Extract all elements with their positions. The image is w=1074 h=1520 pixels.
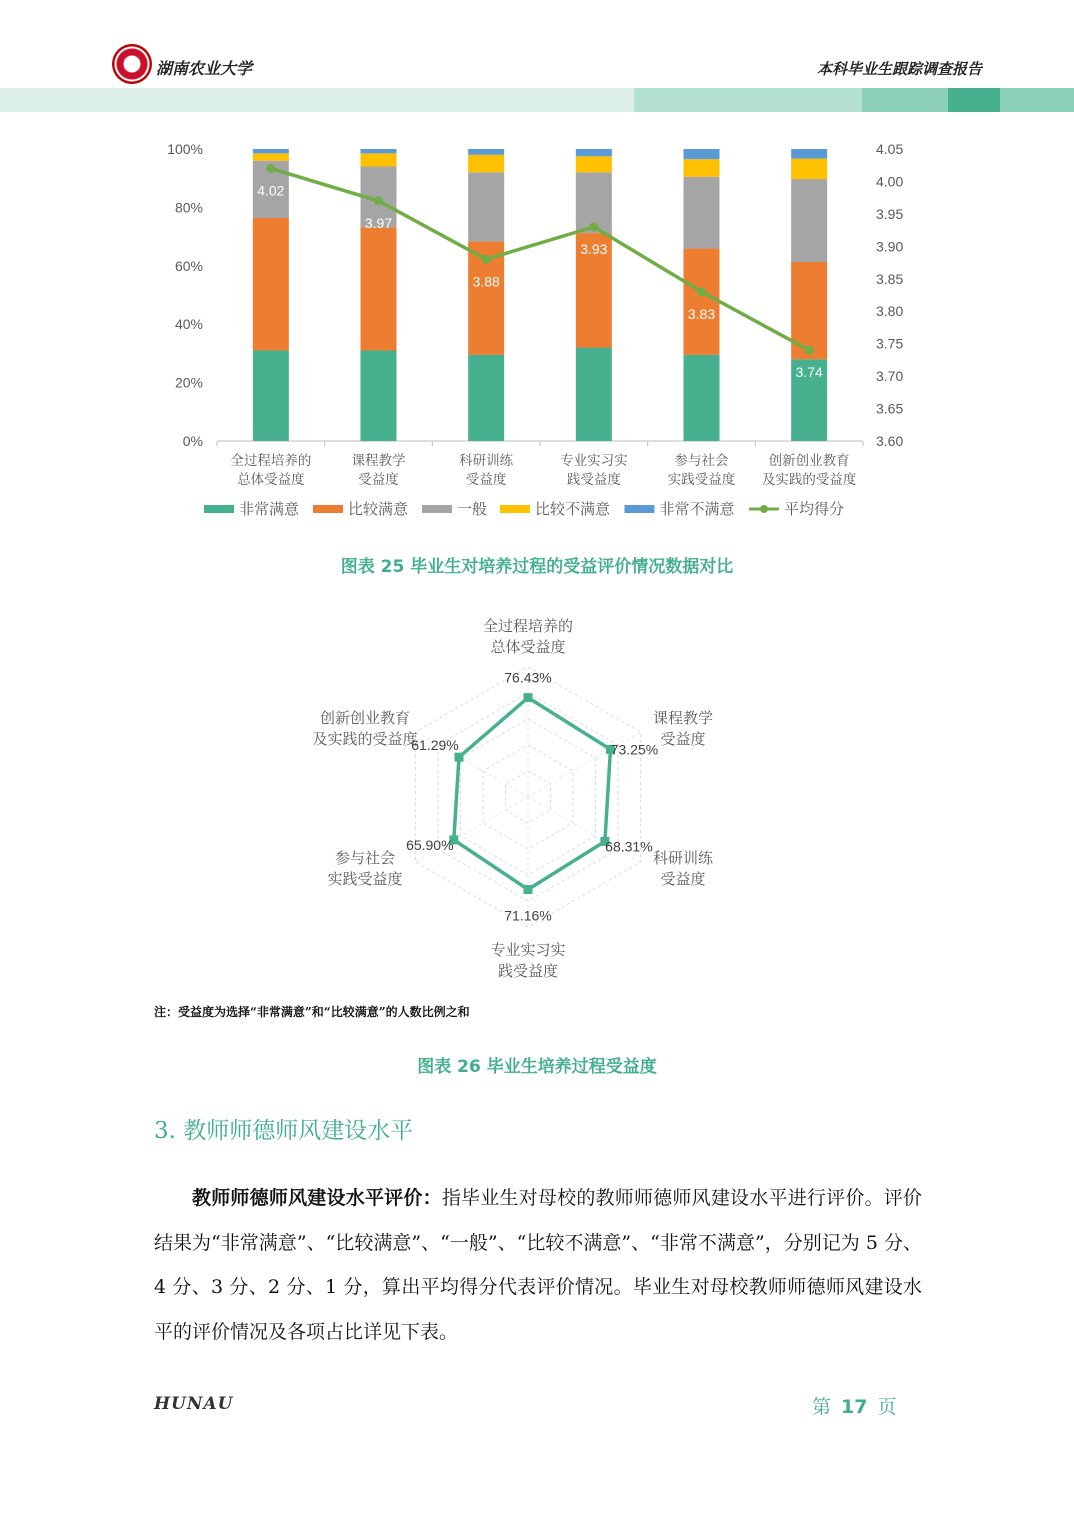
chart-caption-26: 图表 26 毕业生培养过程受益度 <box>417 1057 657 1077</box>
bar-segment <box>253 218 289 351</box>
y-tick-label: 60% <box>174 257 203 274</box>
radar-category-label: 受益度 <box>660 730 706 748</box>
radar-category-label: 课程教学 <box>652 709 714 727</box>
bar-segment <box>576 149 612 156</box>
y2-tick-label: 4.00 <box>876 173 904 190</box>
school-name: 湖南农业大学 <box>156 59 253 78</box>
page-suffix: 页 <box>877 1396 897 1418</box>
x-tick-label: 创新创业教育 <box>768 453 850 469</box>
x-tick-label: 总体受益度 <box>237 472 305 488</box>
chart-caption-25: 图表 25 毕业生对培养过程的受益评价情况数据对比 <box>340 557 734 577</box>
bar-segment <box>684 249 720 355</box>
bar-segment <box>791 179 827 262</box>
bar-segment <box>684 149 720 159</box>
x-tick-label: 全过程培养的 <box>230 453 312 469</box>
radar-category-label: 实践受益度 <box>327 870 403 888</box>
bar-segment <box>684 177 720 249</box>
paragraph-lead: 教师师德师风建设水平评价： <box>192 1187 442 1209</box>
bar-segment <box>361 153 397 166</box>
chart-note: 注：受益度为选择“非常满意”和“比较满意”的人数比例之和 <box>154 1005 470 1019</box>
university-seal-icon <box>112 44 152 84</box>
bar-segment <box>253 153 289 160</box>
average-score-label: 3.97 <box>364 214 393 231</box>
stacked-bar-chart <box>140 130 940 530</box>
radar-value-label: 73.25% <box>610 741 659 758</box>
bar-segment <box>468 355 504 441</box>
y-tick-label: 40% <box>174 316 203 333</box>
average-score-line <box>271 168 809 350</box>
legend-label: 非常不满意 <box>659 500 735 518</box>
legend-label: 平均得分 <box>784 500 845 518</box>
y2-tick-label: 3.60 <box>876 433 904 449</box>
y2-tick-label: 3.95 <box>876 205 904 222</box>
radar-category-label: 参与社会 <box>334 849 396 867</box>
legend-label: 比较满意 <box>348 500 409 518</box>
page-number-value: 17 <box>841 1396 868 1418</box>
bar-segment <box>361 149 397 153</box>
legend-swatch <box>422 505 452 513</box>
bar-segment <box>576 156 612 172</box>
x-tick-label: 受益度 <box>358 472 399 488</box>
header-band-light <box>0 88 634 112</box>
x-tick-label: 实践受益度 <box>667 472 736 488</box>
y2-tick-label: 3.70 <box>876 368 904 385</box>
x-tick-label: 科研训练 <box>459 453 514 469</box>
radar-category-label: 总体受益度 <box>490 638 566 656</box>
radar-value-label: 71.16% <box>504 907 552 924</box>
radar-category-label: 践受益度 <box>497 962 559 980</box>
average-score-point <box>805 346 814 355</box>
legend-swatch <box>313 505 343 513</box>
radar-value-label: 65.90% <box>406 836 454 853</box>
radar-value-label: 61.29% <box>411 737 459 754</box>
radar-value-label: 68.31% <box>605 838 653 855</box>
average-score-label: 3.74 <box>795 364 823 381</box>
bar-segment <box>684 355 720 441</box>
y2-tick-label: 3.65 <box>876 400 904 417</box>
x-tick-label: 及实践的受益度 <box>761 472 857 488</box>
radar-point <box>524 885 533 894</box>
header-band-end <box>1000 88 1074 112</box>
section-paragraph <box>154 1176 922 1354</box>
average-score-label: 3.93 <box>580 240 608 257</box>
bar-segment <box>791 159 827 179</box>
average-score-point <box>266 164 275 173</box>
paragraph-body: 指毕业生对母校的教师师德师风建设水平进行评价。评价结果为“非常满意”、“比较满意”、“一般”、“比较不满意”、“非常不满意”，分别记为 5 分、4 分、3 分、2 分、1 分，算出平均得分代表评价情况。毕业生对母校教师师德师风建设水平的评价情况及各项占比详见下表。 <box>154 1187 922 1343</box>
page-number <box>812 1392 896 1419</box>
average-score-point <box>697 287 706 296</box>
bar-segment <box>468 149 504 155</box>
x-tick-label: 课程教学 <box>351 453 406 469</box>
radar-value-label: 76.43% <box>504 669 552 686</box>
legend-label: 一般 <box>457 500 488 518</box>
radar-category-label: 专业实习实 <box>490 941 566 959</box>
section-title: 3. 教师师德师风建设水平 <box>154 1118 414 1144</box>
legend-swatch <box>625 505 655 513</box>
page-prefix: 第 <box>812 1396 832 1418</box>
header-band-mid <box>634 88 862 112</box>
radar-category-label: 全过程培养的 <box>482 617 574 635</box>
average-score-label: 3.88 <box>472 273 500 290</box>
average-score-point <box>482 255 491 264</box>
bar-segment <box>253 350 289 441</box>
bar-segment <box>253 149 289 153</box>
average-score-label: 3.83 <box>687 305 716 322</box>
y2-tick-label: 3.75 <box>876 335 904 352</box>
average-score-point <box>374 196 383 205</box>
header-band-dark <box>948 88 1000 112</box>
header-band-mid2 <box>862 88 948 112</box>
y2-tick-label: 3.85 <box>876 270 904 287</box>
x-tick-label: 践受益度 <box>566 472 621 488</box>
y2-tick-label: 4.05 <box>876 141 904 157</box>
radar-point <box>524 693 533 702</box>
x-tick-label: 参与社会 <box>674 453 729 469</box>
legend-swatch <box>500 505 530 513</box>
legend-label: 非常满意 <box>239 500 300 518</box>
legend-swatch <box>204 505 234 513</box>
bar-segment <box>791 149 827 159</box>
radar-series <box>454 698 611 890</box>
bar-segment <box>361 350 397 441</box>
radar-category-label: 创新创业教育 <box>319 709 411 727</box>
footer-brand: HUNAU <box>154 1394 234 1414</box>
legend-point-swatch <box>760 505 768 513</box>
radar-chart <box>280 605 800 995</box>
bar-segment <box>576 348 612 441</box>
x-tick-label: 专业实习实 <box>560 453 628 469</box>
legend-label: 比较不满意 <box>535 500 611 518</box>
bar-segment <box>361 227 397 350</box>
bar-segment <box>684 159 720 177</box>
bar-segment <box>468 172 504 241</box>
radar-category-label: 受益度 <box>660 870 706 888</box>
average-score-point <box>589 222 598 231</box>
y2-tick-label: 3.80 <box>876 303 904 320</box>
radar-point <box>454 753 463 762</box>
y-tick-label: 100% <box>167 141 203 157</box>
y-tick-label: 0% <box>182 433 203 449</box>
radar-category-label: 科研训练 <box>652 849 714 867</box>
report-title: 本科毕业生跟踪调查报告 <box>816 60 982 78</box>
y-tick-label: 20% <box>174 374 203 391</box>
average-score-label: 4.02 <box>257 182 285 199</box>
y2-tick-label: 3.90 <box>876 238 904 255</box>
radar-category-label: 及实践的受益度 <box>312 730 418 748</box>
page-header <box>0 0 1074 112</box>
y-tick-label: 80% <box>174 199 203 216</box>
bar-segment <box>468 155 504 173</box>
x-tick-label: 受益度 <box>465 472 507 488</box>
